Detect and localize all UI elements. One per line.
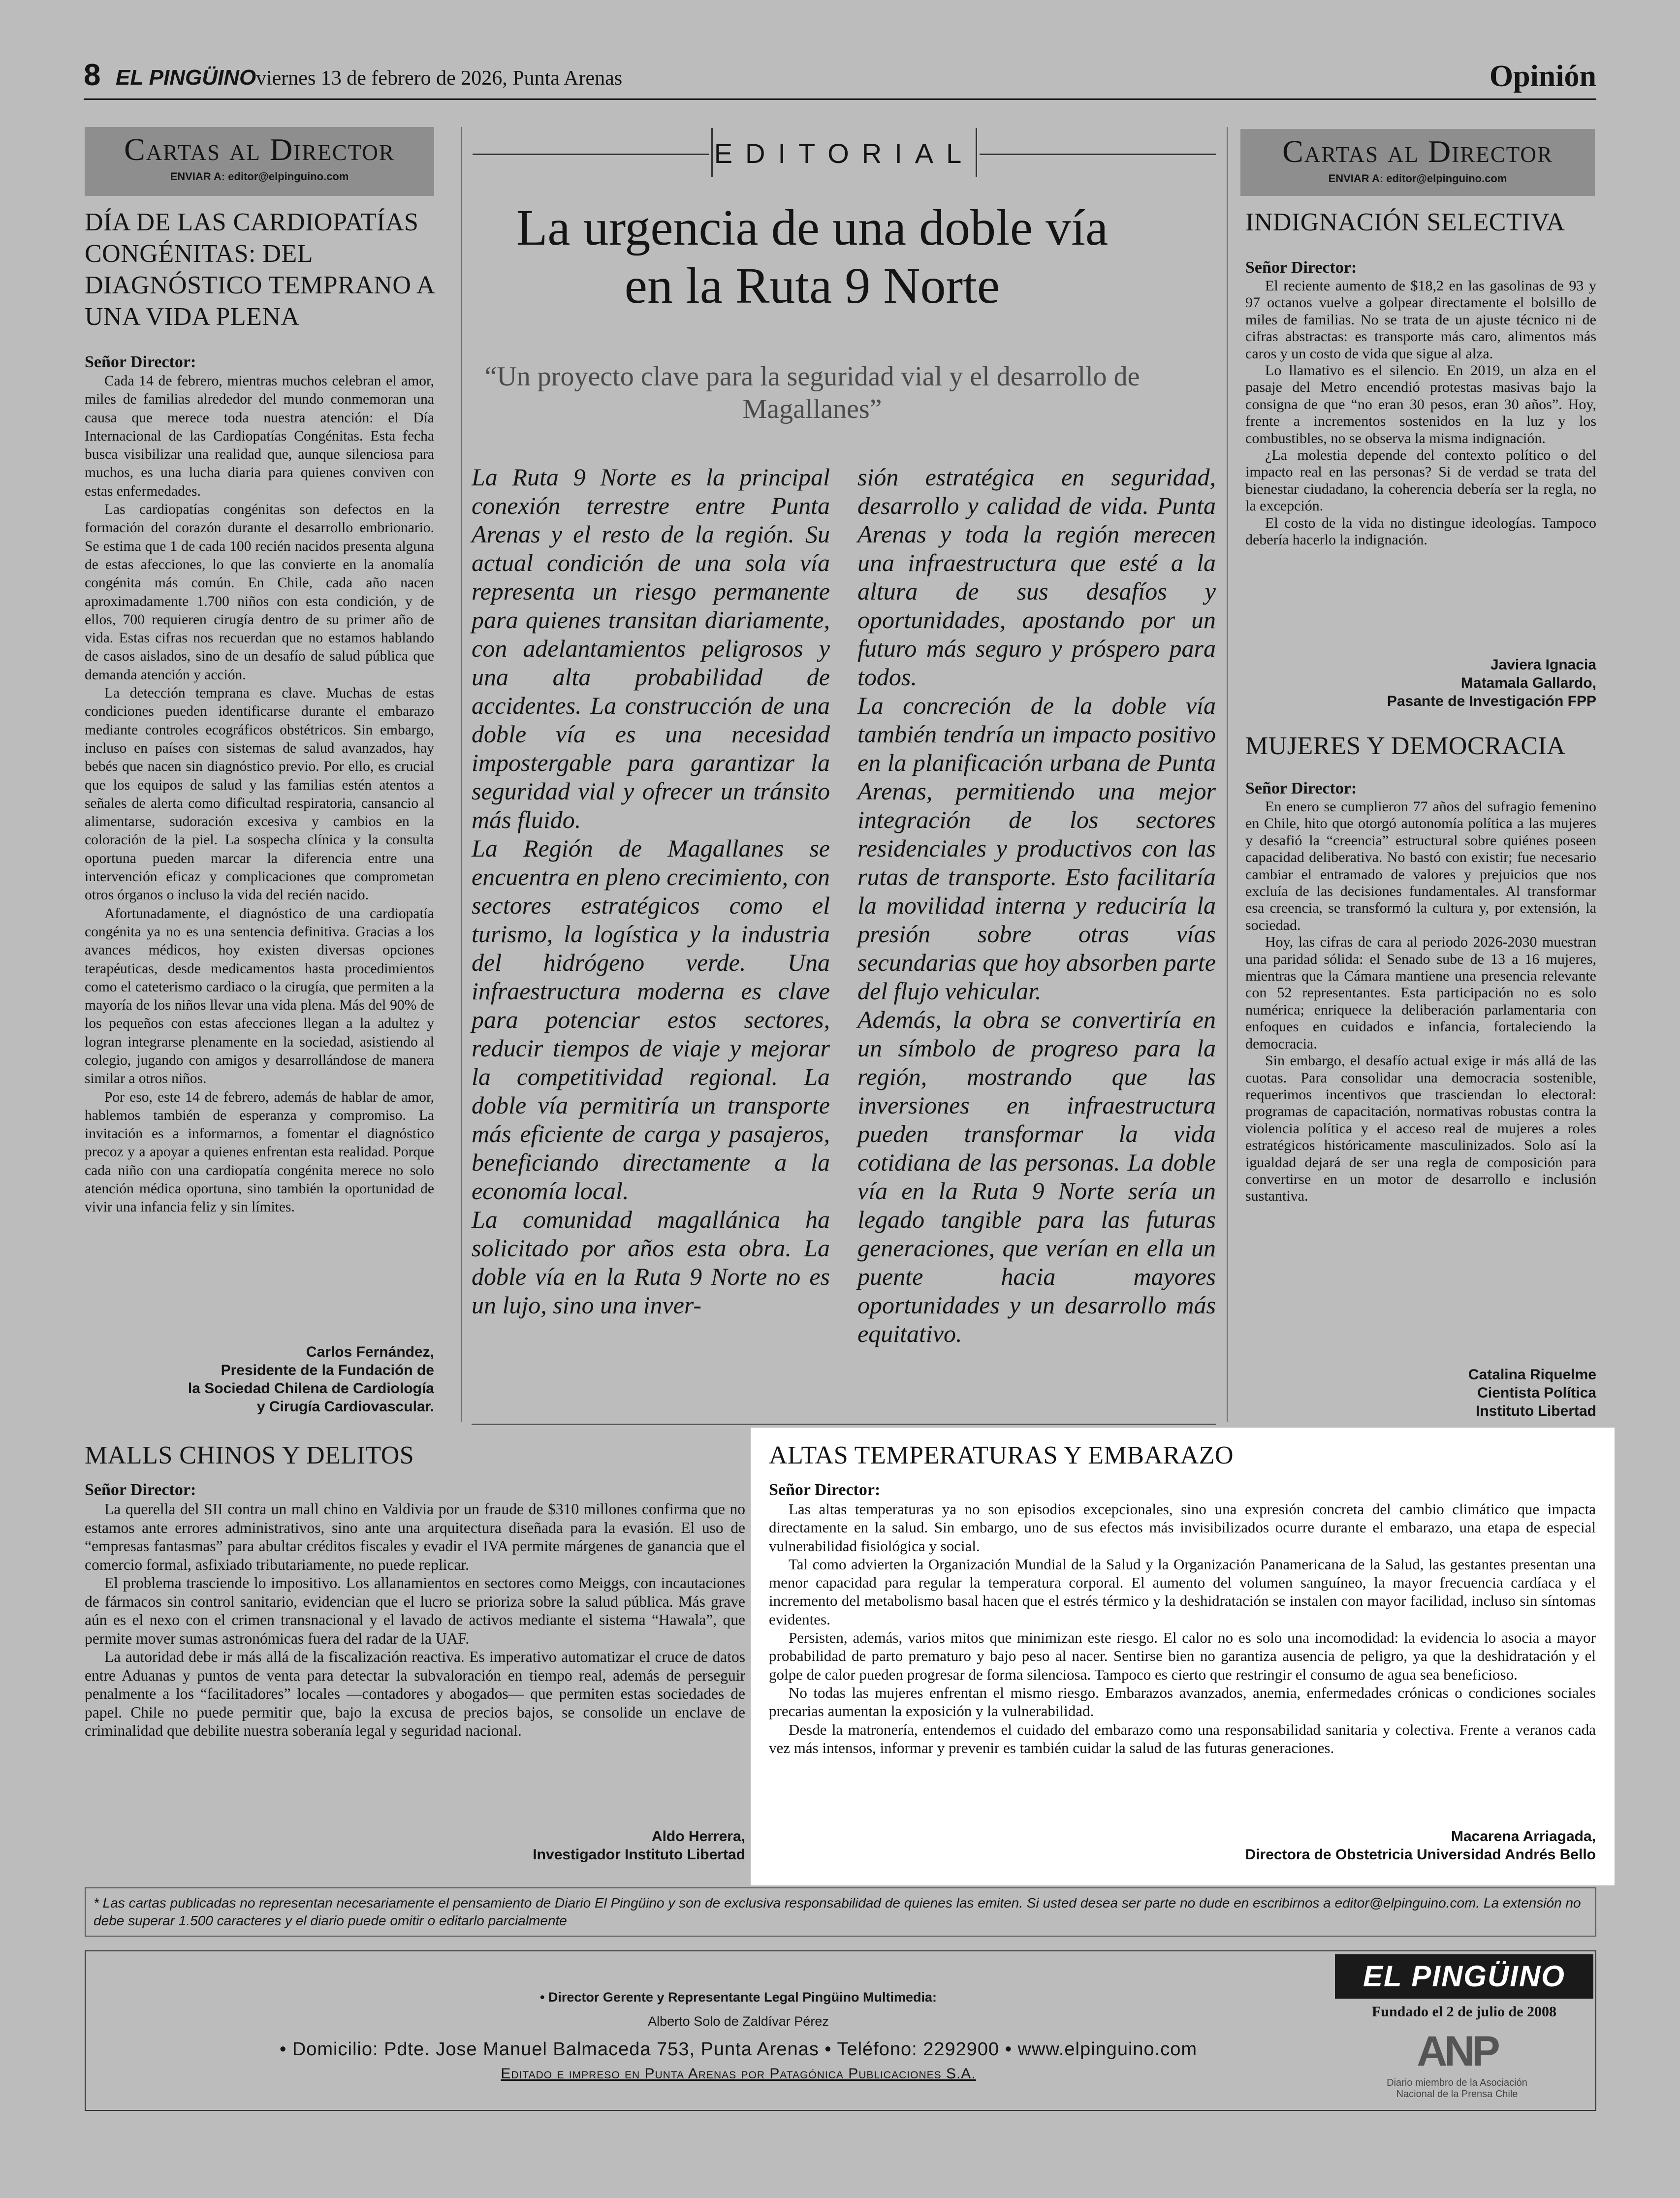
letter-salutation: Señor Director:: [85, 353, 196, 371]
editorial-title: La urgencia de una doble vía en la Ruta 9 Norte: [516, 199, 1109, 314]
letter-paragraph: La detección temprana es clave. Muchas de estas condiciones pueden identificarse durante el embarazo mediante controles ecográficos obstétricos. Sin embargo, incluso en países con sistemas de salud avanzados, hay bebés que nacen sin diagnóstico previo. Por ello, es crucial que los equipos de salud y las familias estén atentos a señales de alerta como dificultad respiratoria, cansancio al alimentarse, sudoración excesiva y cambios en la coloración de la piel. La sospecha clínica y la consulta oportuna pueden marcar la diferencia entre una intervención eficaz y complicaciones que comprometan otros órganos o incluso la vida del recién nacido.: [85, 685, 434, 903]
letter-paragraph: Desde la matronería, entendemos el cuidado del embarazo como una responsabilidad sanitaria y colectiva. Frente a veranos cada vez más intensos, informar y prevenir es también cuidar la salud de las futuras generaciones.: [769, 1720, 1596, 1756]
letter-signature: [1245, 1366, 1596, 1420]
letter-signature: [1245, 656, 1596, 710]
editorial-paragraph: La comunidad magallánica ha solicitado por años esta obra. La doble vía en la Ruta 9 Norte no es un lujo, sino una inver-: [472, 1206, 830, 1319]
editorial-paragraph: sión estratégica en seguridad, desarrollo y calidad de vida. Punta Arenas y toda la región merecen una infraestructura que esté a la altura de sus desafíos y oportunidades, apostando por un futuro más seguro y próspero para todos.: [857, 463, 1216, 691]
letter-body: [1245, 278, 1596, 549]
signature-line: Catalina Riquelme: [1468, 1367, 1596, 1383]
letter-paragraph: Las altas temperaturas ya no son episodios excepcionales, sino una expresión concreta del cambio climático que impacta directamente en la salud. Sin embargo, uno de sus efectos más invisibilizados ocurre durante el embarazo, una etapa de especial vulnerabilidad fisiológica y social.: [769, 1500, 1596, 1555]
letter-salutation: Señor Director:: [1245, 258, 1357, 277]
editorial-label-block: [473, 128, 1216, 177]
letter-paragraph: El costo de la vida no distingue ideologías. Tampoco debería hacerlo la indignación.: [1245, 514, 1596, 548]
signature-line: Aldo Herrera,: [651, 1828, 745, 1845]
column-divider: [461, 127, 462, 1422]
signature-line: Carlos Fernández,: [306, 1344, 434, 1360]
signature-line: Macarena Arriagada,: [1451, 1828, 1596, 1845]
letter-paragraph: Sin embargo, el desafío actual exige ir más allá de las cuotas. Para consolidar una democracia sostenible, requerimos incentivos que trasciendan lo electoral: programas de capacitación, normativas robustas contra la violencia política y el acceso real de mujeres a roles estratégicos históricamente masculinizados. Solo así la igualdad dejará de ser una regla de composición para convertirse en un motor de desarrollo e inclusión sustantiva.: [1245, 1052, 1596, 1205]
letter-paragraph: El problema trasciende lo impositivo. Los allanamientos en sectores como Meiggs, con incautaciones de fármacos sin control sanitario, evidencian que el lucro se prioriza sobre la salud pública. Más grave aún es el nexo con el crimen transnacional y el lavado de activos mediante el sistema “Hawala”, que permite mover sumas astronómicas fuera del radar de la UAF.: [85, 1574, 745, 1647]
editorial-label-rule: [711, 128, 713, 177]
anp-caption-line: Diario miembro de la Asociación: [1387, 2077, 1527, 2088]
letter-paragraph: Las cardiopatías congénitas son defectos en la formación del corazón durante el desarrollo embrionario. Se estima que 1 de cada 100 recién nacidos presenta alguna de estas afecciones, lo que las convierte en la anomalía congénita más común. En Chile, cada año nacen aproximadamente 1.700 niños con esta condición, y de ellos, 700 requieren cirugía dentro de su primer año de vida. Estas cifras nos recuerdan que no estamos hablando de casos aislados, sino de un desafío de salud pública que demanda atención y acción.: [85, 502, 434, 683]
letter-indignacion: [1245, 207, 1596, 549]
anp-caption-line: Nacional de la Prensa Chile: [1396, 2089, 1518, 2100]
letter-paragraph: La autoridad debe ir más allá de la fiscalización reactiva. Es imperativo automatizar el cruce de datos entre Aduanas y puntos de venta para detectar la subvaloración en tiempo real, además de perseguir penalmente a los “facilitadores” locales —contadores y abogados— que permiten estas sociedades de papel. Chile no puede permitir que, bajo la excusa de precios bajos, se consolide un enclave de criminalidad que debilite nuestra soberanía legal y seguridad nacional.: [85, 1648, 745, 1739]
footer-director-label: • Director Gerente y Representante Legal Pingüino Multimedia:: [539, 1990, 937, 2005]
letter-body: [1245, 798, 1596, 1205]
letter-paragraph: No todas las mujeres enfrentan el mismo riesgo. Embarazos avanzados, anemia, enfermedades crónicas o condiciones sociales precarias aumentan la exposición y la vulnerabilidad.: [769, 1684, 1596, 1720]
editorial-paragraph: La Ruta 9 Norte es la principal conexión terrestre entre Punta Arenas y el resto de la región. Su actual condición de una sola vía representa un riesgo permanente para quienes transitan diariamente, con adelantamientos peligrosos y una alta probabilidad de accidentes. La construcción de una doble vía es una necesidad impostergable para garantizar la seguridad vial y ofrecer un tránsito más fluido.: [472, 463, 830, 833]
column-divider: [1227, 127, 1228, 1422]
editorial-paragraph: Además, la obra se convertiría en un símbolo de progreso para la región, mostrando que las inversiones en infraestructura pueden transformar la vida cotidiana de las personas. La doble vía en la Ruta 9 Norte sería un legado tangible para las futuras generaciones, que verían en ella un puente hacia mayores oportunidades y un desarrollo más equitativo.: [857, 1006, 1216, 1347]
letter-salutation: Señor Director:: [1245, 779, 1357, 797]
letter-title: MUJERES Y DEMOCRACIA: [1245, 732, 1566, 760]
letter-paragraph: Afortunadamente, el diagnóstico de una cardiopatía congénita ya no es una sentencia definitiva. Gracias a los avances médicos, hoy existen diversas opciones terapéuticas, desde medicamentos hasta procedimientos como el cateterismo cardiaco o la cirugía, que permiten a la mayoría de los niños llevar una vida plena. Más del 90% de los pequeños con estas afecciones llegan a la adultez y logran integrarse plenamente en la sociedad, asistiendo al colegio, jugando con amigos y desarrollándose de manera similar a otros niños.: [85, 905, 434, 1087]
footer-logo: EL PINGÜINO: [1335, 1954, 1593, 1999]
editorial-bottom-rule: [472, 1424, 1216, 1425]
letter-title: INDIGNACIÓN SELECTIVA: [1245, 208, 1565, 236]
editorial-subtitle: “Un proyecto clave para la seguridad vial y el desarrollo de Magallanes”: [484, 361, 1140, 424]
editorial-label-rule: [976, 128, 977, 177]
editorial-label: EDITORIAL: [714, 138, 975, 169]
letter-paragraph: En enero se cumplieron 77 años del sufragio femenino en Chile, hito que otorgó autonomía política a las mujeres y desafió la “creencia” estructural sobre quiénes poseen capacidad deliberativa. No bastó con existir; fue necesario cambiar el entramado de valores y prejuicios que nos excluía de las decisiones fundamentales. Al transformar esa creencia, se transformó la cultura y, por extensión, la sociedad.: [1245, 798, 1596, 933]
letter-cardio: [85, 207, 434, 1217]
footer-founded: Fundado el 2 de julio de 2008: [1371, 2004, 1557, 2020]
letter-body: [85, 1500, 745, 1740]
letter-title: DÍA DE LAS CARDIOPATÍAS CONGÉNITAS: DEL DIAGNÓSTICO TEMPRANO A UNA VIDA PLENA: [85, 208, 434, 331]
editorial-label-rule: [473, 154, 709, 155]
brand-name: EL PINGÜINO: [116, 65, 256, 90]
letter-paragraph: ¿La molestia depende del contexto político o del impacto real en las personas? Si de verdad se trata del bienestar ciudadano, la coherencia debería ser la regla, no la excepción.: [1245, 447, 1596, 514]
letters-box-subtitle: ENVIAR A: editor@elpinguino.com: [170, 170, 349, 183]
footer-printed: Editado e impreso en Punta Arenas por Patagónica Publicaciones S.A.: [501, 2066, 976, 2082]
editorial-column-2: [857, 463, 1216, 1348]
page-number: 8: [84, 58, 101, 92]
anp-logo: [1408, 2029, 1506, 2073]
signature-line: Matamala Gallardo,: [1460, 675, 1596, 691]
letter-signature: [85, 1827, 745, 1864]
signature-line: Pasante de Investigación FPP: [1387, 693, 1596, 709]
letter-paragraph: Lo llamativo es el silencio. En 2019, un alza en el pasaje del Metro encendió protestas masivas bajo la consigna de que “no eran 30 pesos, eran 30 años”. Hoy, frente a incrementos sostenidos en la luz y los combustibles, no se observa la misma indignación.: [1245, 362, 1596, 446]
letter-signature: [769, 1827, 1596, 1864]
signature-line: Presidente de la Fundación de: [221, 1362, 434, 1378]
footer-address: • Domicilio: Pdte. Jose Manuel Balmaceda 753, Punta Arenas • Teléfono: 2292900 • www.elpinguino.com: [279, 2039, 1198, 2060]
letter-altas: [769, 1440, 1596, 1757]
disclaimer: * Las cartas publicadas no representan necesariamente el pensamiento de Diario El Pingüino y son de exclusiva responsabilidad de quienes las emiten. Si usted desea ser parte no dude en escribirnos a editor@elpinguino.com. La extensión no debe superar 1.500 caracteres y el diario puede omitir o editarlo parcialmente: [85, 1887, 1596, 1937]
letter-paragraph: Persisten, además, varios mitos que minimizan este riesgo. El calor no es solo una incomodidad: la evidencia lo asocia a mayor probabilidad de parto prematuro y bajo peso al nacer. Sentirse bien no garantiza ausencia de peligro, ya que la deshidratación y el golpe de calor pueden progresar de forma silenciosa. Tampoco es cierto que restringir el consumo de agua sea beneficioso.: [769, 1629, 1596, 1683]
letter-body: [85, 372, 434, 1217]
signature-line: Cientista Política: [1477, 1385, 1596, 1401]
editorial-column-1: [472, 463, 830, 1319]
letters-box-right: [1240, 129, 1595, 196]
signature-line: Instituto Libertad: [1476, 1403, 1596, 1419]
letter-title: MALLS CHINOS Y DELITOS: [85, 1441, 414, 1469]
signature-line: y Cirugía Cardiovascular.: [256, 1399, 434, 1415]
section-title: Opinión: [1489, 60, 1596, 93]
letter-mujeres: [1245, 731, 1596, 1205]
anp-logo-text: ANP: [1417, 2028, 1497, 2075]
header-rule: [84, 98, 1596, 100]
letter-title: ALTAS TEMPERATURAS Y EMBARAZO: [769, 1441, 1234, 1469]
editorial-paragraph: La Región de Magallanes se encuentra en pleno crecimiento, con sectores estratégicos como el turismo, la logística y la industria del hidrógeno verde. Una infraestructura moderna es clave para potenciar estos sectores, reducir tiempos de viaje y mejorar la competitividad regional. La doble vía permitiría un transporte más eficiente de carga y pasajeros, beneficiando directamente a la economía local.: [472, 834, 830, 1205]
letter-paragraph: Por eso, este 14 de febrero, además de hablar de amor, hablemos también de esperanza y compromiso. La invitación es a informarnos, a fomentar el diagnóstico precoz y a apoyar a quienes enfrentan esta realidad. Porque cada niño con una cardiopatía congénita merece no solo atención médica oportuna, sino también la oportunidad de vivir una infancia feliz y sin límites.: [85, 1089, 434, 1215]
signature-line: Investigador Instituto Libertad: [533, 1847, 745, 1863]
letter-salutation: Señor Director:: [85, 1481, 196, 1499]
signature-line: la Sociedad Chilena de Cardiología: [188, 1380, 434, 1397]
letter-paragraph: Tal como advierten la Organización Mundial de la Salud y la Organización Panamericana de la Salud, las gestantes presentan una menor capacidad para regular la temperatura corporal. El aumento del volumen sanguíneo, la mayor frecuencia cardíaca y el incremento del metabolismo basal hacen que el estrés térmico y la deshidratación se instalen con mayor facilidad, incluso sin síntomas evidentes.: [769, 1555, 1596, 1628]
letter-paragraph: Cada 14 de febrero, mientras muchos celebran el amor, miles de familias alrededor del mundo conmemoran una causa que merece toda nuestra atención: el Día Internacional de las Cardiopatías Congénitas. Esta fecha busca visibilizar una realidad que, aunque silenciosa para muchos, es una lucha diaria para quienes conviven con estas enfermedades.: [85, 373, 434, 499]
editorial-paragraph: La concreción de la doble vía también tendría un impacto positivo en la planificación urbana de Punta Arenas, permitiendo una mejor integración de los sectores residenciales y productivos con las rutas de transporte. Esto facilitaría la movilidad interna y reduciría la presión sobre otras vías secundarias que hoy absorben parte del flujo vehicular.: [857, 692, 1216, 1005]
letter-malls: [85, 1440, 745, 1740]
footer-director-name: Alberto Solo de Zaldívar Pérez: [648, 2014, 829, 2029]
letter-paragraph: La querella del SII contra un mall chino en Valdivia por un fraude de $310 millones confirma que no estamos ante errores administrativos, sino ante una arquitectura diseñada para la evasión. El uso de “empresas fantasmas” para abultar créditos fiscales y evadir el IVA permite márgenes de ganancia que el comercio formal, asfixiado tributariamente, no puede replicar.: [85, 1500, 745, 1573]
letter-paragraph: El reciente aumento de $18,2 en las gasolinas de 93 y 97 octanos vuelve a golpear directamente el bolsillo de miles de familias. No se trata de un ajuste técnico ni de cifras abstractas: es transporte más caro, alimentos más caros y un costo de vida que sigue al alza.: [1245, 278, 1596, 362]
letters-box-subtitle: ENVIAR A: editor@elpinguino.com: [1328, 172, 1507, 185]
signature-line: Directora de Obstetricia Universidad Andrés Bello: [1245, 1847, 1596, 1863]
signature-line: Javiera Ignacia: [1490, 657, 1596, 673]
letters-box-title: Cartas al Director: [1282, 134, 1553, 169]
date-place: viernes 13 de febrero de 2026, Punta Arenas: [256, 67, 623, 90]
editorial-label-rule: [980, 154, 1216, 155]
letters-box-title: Cartas al Director: [124, 132, 395, 167]
anp-caption: [1368, 2077, 1546, 2100]
letter-signature: [85, 1343, 434, 1416]
letter-paragraph: Hoy, las cifras de cara al periodo 2026-2030 muestran una paridad sólida: el Senado sube de 13 a 16 mujeres, mientras que la Cámara mantiene una presencia relevante con 52 representantes. Esta participación no es solo numérica; enriquece la deliberación parlamentaria con enfoques en cuidados e infancia, fortaleciendo la democracia.: [1245, 934, 1596, 1052]
letters-box-left: [85, 127, 434, 196]
letter-body: [769, 1500, 1596, 1757]
letter-salutation: Señor Director:: [769, 1481, 881, 1499]
